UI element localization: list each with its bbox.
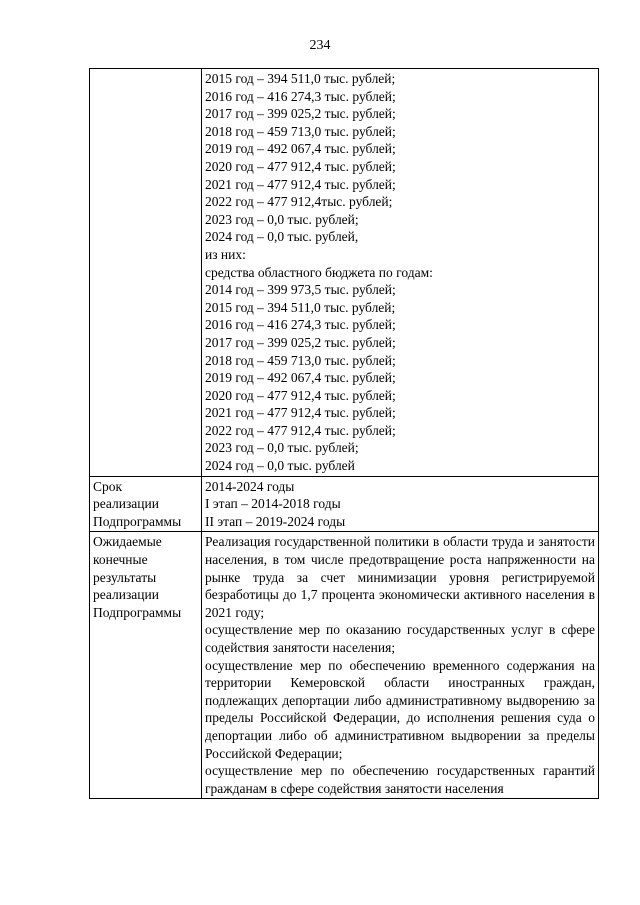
funding-line: 2017 год – 399 025,2 тыс. рублей; — [205, 106, 396, 122]
funding-line: из них: — [205, 246, 246, 262]
funding-line: 2022 год – 477 912,4 тыс. рублей; — [205, 422, 396, 438]
period-line: I этап – 2014-2018 годы — [205, 496, 341, 512]
results-value-cell — [202, 532, 599, 799]
row-label-line: результаты — [93, 569, 157, 585]
funding-line: 2023 год – 0,0 тыс. рублей; — [205, 211, 359, 227]
row-label-line: Срок — [93, 478, 123, 494]
funding-line: 2014 год – 399 973,5 тыс. рублей; — [205, 282, 396, 298]
table-row — [90, 532, 599, 799]
period-line: II этап – 2019-2024 годы — [205, 513, 346, 529]
row-label-cell — [90, 69, 202, 477]
funding-line: 2021 год – 477 912,4 тыс. рублей; — [205, 405, 396, 421]
row-label-line: Подпрограммы — [93, 604, 182, 620]
funding-line: средства областного бюджета по годам: — [205, 264, 433, 280]
page-number: 234 — [309, 38, 331, 53]
result-paragraph: Реализация государственной политики в области труда и занятости населения, в том числе предотвращение роста напряженности на рынке труда за счет минимизации уровня регистрируемой безработицы до 1,7 процента экономически активного населения в 2021 году; — [205, 534, 595, 620]
funding-line: 2024 год – 0,0 тыс. рублей — [205, 458, 355, 474]
result-paragraph: осуществление мер по обеспечению государственных гарантий гражданам в сфере содействия занятости населения — [205, 763, 595, 796]
subprogram-passport-table — [89, 68, 599, 799]
period-line: 2014-2024 годы — [205, 478, 295, 494]
period-value-cell — [202, 476, 599, 532]
funding-line: 2019 год – 492 067,4 тыс. рублей; — [205, 141, 396, 157]
row-label-line: реализации — [93, 587, 159, 603]
row-label-line: Подпрограммы — [93, 513, 182, 529]
funding-line: 2021 год – 477 912,4 тыс. рублей; — [205, 176, 396, 192]
table-row — [90, 69, 599, 477]
funding-line: 2018 год – 459 713,0 тыс. рублей; — [205, 123, 396, 139]
funding-line: 2024 год – 0,0 тыс. рублей, — [205, 229, 359, 245]
row-label-line: Ожидаемые — [93, 534, 162, 550]
funding-line: 2015 год – 394 511,0 тыс. рублей; — [205, 299, 396, 315]
row-label-line: реализации — [93, 496, 159, 512]
funding-line: 2022 год – 477 912,4тыс. рублей; — [205, 194, 393, 210]
result-paragraph: осуществление мер по оказанию государственных услуг в сфере содействия занятости населения; — [205, 622, 595, 655]
funding-line: 2015 год – 394 511,0 тыс. рублей; — [205, 71, 396, 86]
funding-line: 2020 год – 477 912,4 тыс. рублей; — [205, 387, 396, 403]
funding-line: 2018 год – 459 713,0 тыс. рублей; — [205, 352, 396, 368]
row-label-cell — [90, 532, 202, 799]
table-row — [90, 476, 599, 532]
row-label-cell — [90, 476, 202, 532]
funding-value-cell — [202, 69, 599, 477]
result-paragraph: осуществление мер по обеспечению временного содержания на территории Кемеровской области иностранных граждан, подлежащих депортации либо административному выдворению за пределы Российской Федерации, до исполнения решения суда о депортации либо об административном выдворении за пределы Российской Федерации; — [205, 657, 595, 761]
row-label-line: конечные — [93, 552, 148, 568]
funding-line: 2016 год – 416 274,3 тыс. рублей; — [205, 88, 396, 104]
funding-line: 2016 год – 416 274,3 тыс. рублей; — [205, 317, 396, 333]
funding-line: 2017 год – 399 025,2 тыс. рублей; — [205, 334, 396, 350]
funding-line: 2019 год – 492 067,4 тыс. рублей; — [205, 370, 396, 386]
funding-line: 2020 год – 477 912,4 тыс. рублей; — [205, 158, 396, 174]
funding-line: 2023 год – 0,0 тыс. рублей; — [205, 440, 359, 456]
